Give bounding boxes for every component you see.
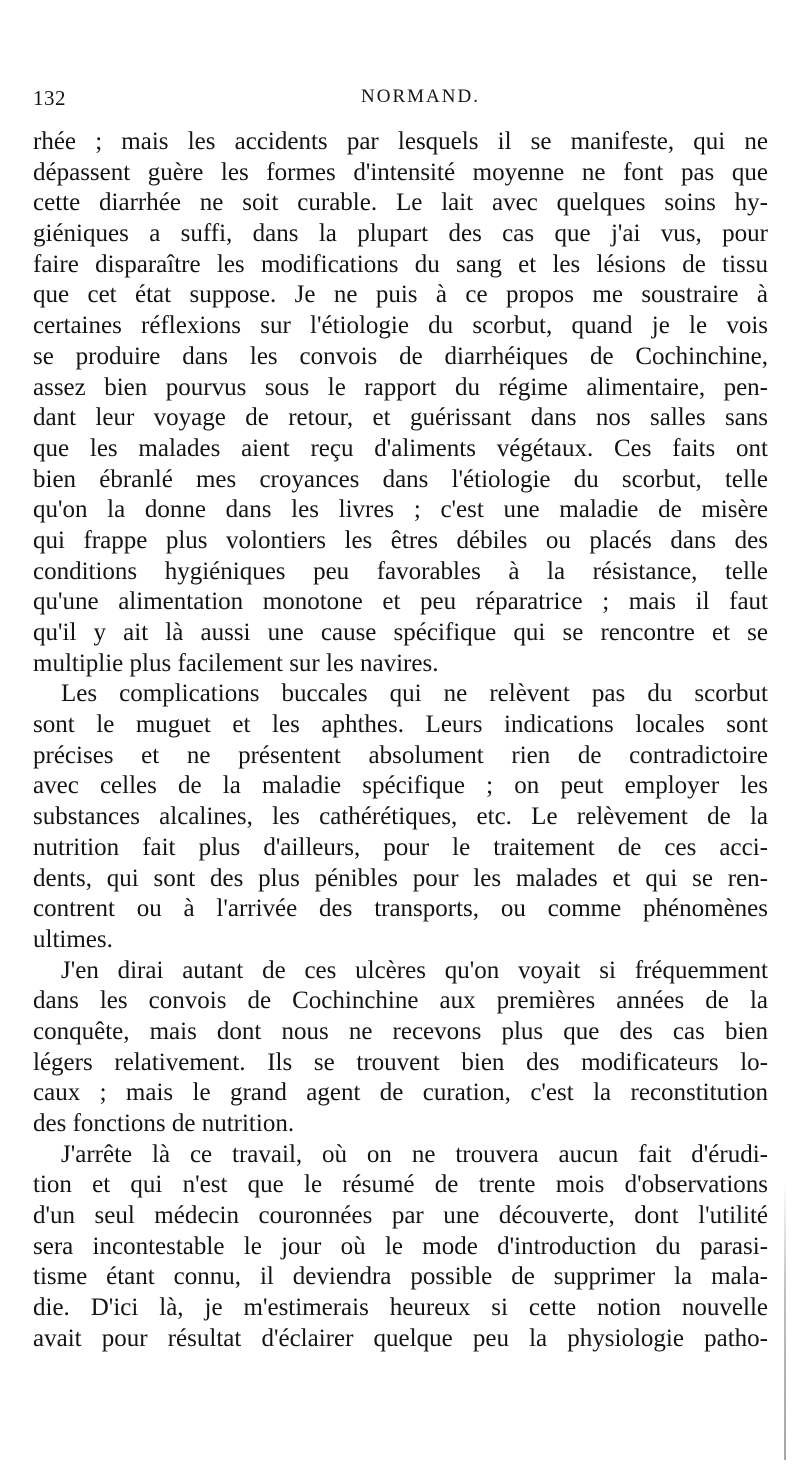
- running-title: NORMAND.: [361, 86, 480, 107]
- text-line: sont le muguet et les aphthes. Leurs indications locales sont: [33, 711, 768, 739]
- text-line: certaines réflexions sur l'étiologie du scorbut, quand je le vois: [33, 312, 768, 340]
- text-line: qu'on la donne dans les livres ; c'est une maladie de misère: [33, 496, 768, 524]
- body-text: [33, 127, 768, 1355]
- text-line: qui frappe plus volontiers les êtres débiles ou placés dans des: [33, 526, 768, 554]
- text-line: nutrition fait plus d'ailleurs, pour le traitement de ces acci-: [33, 833, 768, 861]
- text-line: J'arrête là ce travail, où on ne trouvera aucun fait d'érudi-: [61, 1140, 768, 1168]
- text-line: conditions hygiéniques peu favorables à la résistance, telle: [33, 557, 768, 585]
- text-line: d'un seul médecin couronnées par une découverte, dont l'utilité: [33, 1202, 768, 1230]
- text-line: giéniques a suffi, dans la plupart des cas que j'ai vus, pour: [33, 220, 768, 248]
- text-line: avait pour résultat d'éclairer quelque peu la physiologie patho-: [33, 1324, 768, 1352]
- text-line: précises et ne présentent absolument rien de contradictoire: [33, 741, 768, 769]
- text-line: se produire dans les convois de diarrhéiques de Cochinchine,: [33, 342, 768, 370]
- running-head: [33, 86, 768, 114]
- text-line: que cet état suppose. Je ne puis à ce propos me soustraire à: [33, 281, 768, 309]
- text-line: caux ; mais le grand agent de curation, c'est la reconstitution: [33, 1079, 768, 1107]
- page-number: 132: [33, 86, 66, 110]
- text-line: dents, qui sont des plus pénibles pour les malades et qui se ren-: [33, 864, 768, 892]
- text-line: légers relativement. Ils se trouvent bien des modificateurs lo-: [33, 1048, 768, 1076]
- text-line: que les malades aient reçu d'aliments végétaux. Ces faits ont: [33, 434, 768, 462]
- text-line: die. D'ici là, je m'estimerais heureux si cette notion nouvelle: [33, 1294, 768, 1322]
- text-line: conquête, mais dont nous ne recevons plus que des cas bien: [33, 1017, 768, 1045]
- text-line: des fonctions de nutrition.: [33, 1110, 295, 1137]
- text-line: dépassent guère les formes d'intensité moyenne ne font pas que: [33, 158, 768, 186]
- text-line: rhée ; mais les accidents par lesquels il se manifeste, qui ne: [33, 128, 768, 155]
- page-edge-shadow: [784, 1180, 786, 1460]
- text-line: Les complications buccales qui ne relèvent pas du scorbut: [61, 680, 768, 708]
- text-line: dant leur voyage de retour, et guérissant dans nos salles sans: [33, 404, 768, 432]
- text-line: qu'il y ait là aussi une cause spécifique qui se rencontre et se: [33, 619, 768, 646]
- text-line: cette diarrhée ne soit curable. Le lait avec quelques soins hy-: [33, 189, 768, 217]
- text-line: ultimes.: [33, 925, 113, 953]
- text-line: faire disparaître les modifications du sang et les lésions de tissu: [33, 250, 768, 278]
- text-line: multiplie plus facilement sur les navires.: [33, 649, 439, 677]
- text-line: qu'une alimentation monotone et peu réparatrice ; mais il faut: [33, 588, 768, 616]
- text-line: avec celles de la maladie spécifique ; on peut employer les: [33, 772, 768, 800]
- text-line: contrent ou à l'arrivée des transports, ou comme phénomènes: [33, 895, 768, 923]
- text-line: assez bien pourvus sous le rapport du régime alimentaire, pen-: [33, 373, 768, 401]
- text-line: sera incontestable le jour où le mode d'introduction du parasi-: [33, 1232, 768, 1260]
- text-line: J'en dirai autant de ces ulcères qu'on voyait si fréquemment: [61, 956, 768, 984]
- text-line: bien ébranlé mes croyances dans l'étiologie du scorbut, telle: [33, 465, 768, 493]
- text-line: substances alcalines, les cathérétiques, etc. Le relèvement de la: [33, 803, 768, 831]
- text-line: tion et qui n'est que le résumé de trente mois d'observations: [33, 1171, 768, 1199]
- text-line: tisme étant connu, il deviendra possible de supprimer la mala-: [33, 1263, 768, 1291]
- text-line: dans les convois de Cochinchine aux premières années de la: [33, 987, 768, 1015]
